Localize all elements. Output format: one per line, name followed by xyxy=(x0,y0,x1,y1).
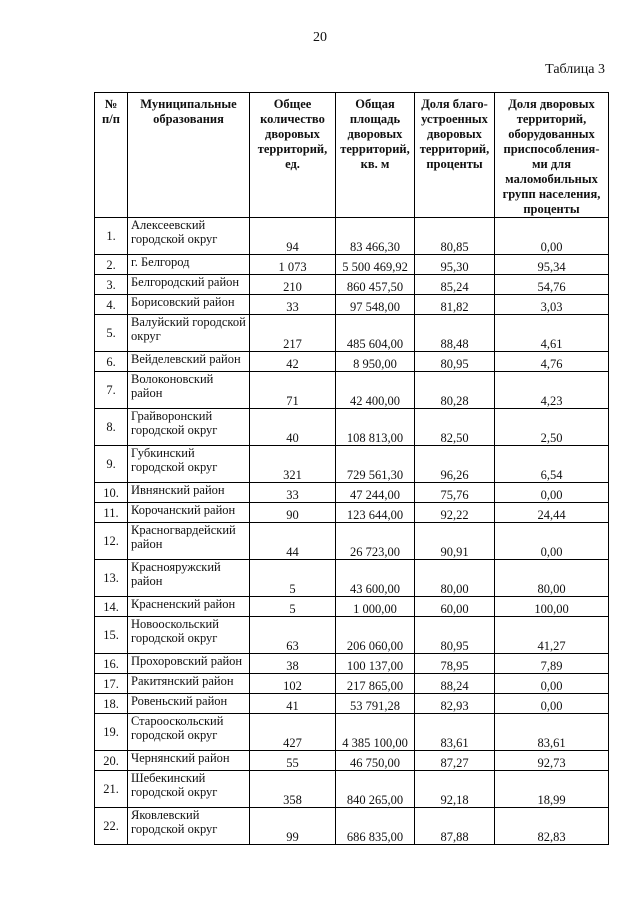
page-number: 20 xyxy=(313,30,327,45)
row-number-cell: 12. xyxy=(95,523,128,560)
count-cell: 217 xyxy=(250,315,336,352)
table-row xyxy=(95,352,609,372)
count-cell: 38 xyxy=(250,654,336,674)
row-number-cell: 8. xyxy=(95,409,128,446)
municipality-cell: г. Белгород xyxy=(128,255,250,275)
header-area: Общая площадь дворовых территорий, кв. м xyxy=(336,93,415,218)
improved-share-cell: 87,88 xyxy=(415,808,495,845)
municipality-cell: Губкинский городской округ xyxy=(128,446,250,483)
table-row xyxy=(95,523,609,560)
header-municipality: Муниципальные образования xyxy=(128,93,250,218)
table-row xyxy=(95,654,609,674)
accessible-share-cell: 24,44 xyxy=(495,503,609,523)
row-number-cell: 1. xyxy=(95,218,128,255)
count-cell: 94 xyxy=(250,218,336,255)
improved-share-cell: 75,76 xyxy=(415,483,495,503)
accessible-share-cell: 6,54 xyxy=(495,446,609,483)
improved-share-cell: 85,24 xyxy=(415,275,495,295)
improved-share-cell: 90,91 xyxy=(415,523,495,560)
table-row xyxy=(95,694,609,714)
table-row xyxy=(95,483,609,503)
area-cell: 47 244,00 xyxy=(336,483,415,503)
area-cell: 108 813,00 xyxy=(336,409,415,446)
count-cell: 210 xyxy=(250,275,336,295)
count-cell: 427 xyxy=(250,714,336,751)
area-cell: 860 457,50 xyxy=(336,275,415,295)
improved-share-cell: 82,93 xyxy=(415,694,495,714)
improved-share-cell: 80,85 xyxy=(415,218,495,255)
improved-share-cell: 88,48 xyxy=(415,315,495,352)
accessible-share-cell: 3,03 xyxy=(495,295,609,315)
row-number-cell: 19. xyxy=(95,714,128,751)
municipality-cell: Ровеньский район xyxy=(128,694,250,714)
table-row xyxy=(95,751,609,771)
count-cell: 102 xyxy=(250,674,336,694)
improved-share-cell: 80,28 xyxy=(415,372,495,409)
table-row xyxy=(95,275,609,295)
row-number-cell: 5. xyxy=(95,315,128,352)
table-row xyxy=(95,446,609,483)
improved-share-cell: 80,95 xyxy=(415,617,495,654)
improved-share-cell: 60,00 xyxy=(415,597,495,617)
improved-share-cell: 82,50 xyxy=(415,409,495,446)
row-number-cell: 4. xyxy=(95,295,128,315)
accessible-share-cell: 0,00 xyxy=(495,523,609,560)
municipality-cell: Алексеевский городской округ xyxy=(128,218,250,255)
table-row xyxy=(95,409,609,446)
table-row xyxy=(95,372,609,409)
municipality-cell: Новооскольский городской округ xyxy=(128,617,250,654)
improved-share-cell: 80,00 xyxy=(415,560,495,597)
count-cell: 41 xyxy=(250,694,336,714)
municipality-cell: Ивнянский район xyxy=(128,483,250,503)
municipality-cell: Чернянский район xyxy=(128,751,250,771)
accessible-share-cell: 4,76 xyxy=(495,352,609,372)
header-improved-share: Доля благо-устроенных дворовых территорий, проценты xyxy=(415,93,495,218)
row-number-cell: 21. xyxy=(95,771,128,808)
municipality-cell: Яковлевский городской округ xyxy=(128,808,250,845)
accessible-share-cell: 54,76 xyxy=(495,275,609,295)
table-row xyxy=(95,597,609,617)
accessible-share-cell: 4,61 xyxy=(495,315,609,352)
count-cell: 55 xyxy=(250,751,336,771)
accessible-share-cell: 7,89 xyxy=(495,654,609,674)
improved-share-cell: 92,22 xyxy=(415,503,495,523)
municipality-cell: Грайворонский городской округ xyxy=(128,409,250,446)
area-cell: 100 137,00 xyxy=(336,654,415,674)
row-number-cell: 18. xyxy=(95,694,128,714)
count-cell: 5 xyxy=(250,597,336,617)
area-cell: 217 865,00 xyxy=(336,674,415,694)
municipality-cell: Краснояружский район xyxy=(128,560,250,597)
municipality-cell: Корочанский район xyxy=(128,503,250,523)
accessible-share-cell: 0,00 xyxy=(495,483,609,503)
area-cell: 43 600,00 xyxy=(336,560,415,597)
improved-share-cell: 96,26 xyxy=(415,446,495,483)
table-row xyxy=(95,617,609,654)
area-cell: 26 723,00 xyxy=(336,523,415,560)
accessible-share-cell: 92,73 xyxy=(495,751,609,771)
table-row xyxy=(95,808,609,845)
table-row xyxy=(95,315,609,352)
accessible-share-cell: 95,34 xyxy=(495,255,609,275)
table-row xyxy=(95,771,609,808)
count-cell: 42 xyxy=(250,352,336,372)
count-cell: 5 xyxy=(250,560,336,597)
count-cell: 99 xyxy=(250,808,336,845)
count-cell: 33 xyxy=(250,483,336,503)
improved-share-cell: 78,95 xyxy=(415,654,495,674)
municipality-cell: Прохоровский район xyxy=(128,654,250,674)
accessible-share-cell: 83,61 xyxy=(495,714,609,751)
row-number-cell: 17. xyxy=(95,674,128,694)
municipality-cell: Старооскольский городской округ xyxy=(128,714,250,751)
municipality-cell: Ракитянский район xyxy=(128,674,250,694)
table-label: Таблица 3 xyxy=(545,62,605,77)
row-number-cell: 2. xyxy=(95,255,128,275)
row-number-cell: 14. xyxy=(95,597,128,617)
table-row xyxy=(95,714,609,751)
municipality-cell: Борисовский район xyxy=(128,295,250,315)
count-cell: 90 xyxy=(250,503,336,523)
area-cell: 53 791,28 xyxy=(336,694,415,714)
area-cell: 5 500 469,92 xyxy=(336,255,415,275)
accessible-share-cell: 0,00 xyxy=(495,694,609,714)
count-cell: 1 073 xyxy=(250,255,336,275)
municipality-cell: Вейделевский район xyxy=(128,352,250,372)
area-cell: 4 385 100,00 xyxy=(336,714,415,751)
municipality-cell: Шебекинский городской округ xyxy=(128,771,250,808)
count-cell: 358 xyxy=(250,771,336,808)
table-row xyxy=(95,295,609,315)
improved-share-cell: 87,27 xyxy=(415,751,495,771)
table-row xyxy=(95,218,609,255)
municipality-cell: Красненский район xyxy=(128,597,250,617)
header-number: № п/п xyxy=(95,93,128,218)
row-number-cell: 22. xyxy=(95,808,128,845)
improved-share-cell: 81,82 xyxy=(415,295,495,315)
accessible-share-cell: 80,00 xyxy=(495,560,609,597)
area-cell: 485 604,00 xyxy=(336,315,415,352)
row-number-cell: 13. xyxy=(95,560,128,597)
area-cell: 729 561,30 xyxy=(336,446,415,483)
header-accessible-share: Доля дворовых территорий, оборудованных приспособления-ми для маломобильных групп населения, проценты xyxy=(495,93,609,218)
area-cell: 46 750,00 xyxy=(336,751,415,771)
improved-share-cell: 88,24 xyxy=(415,674,495,694)
table-row xyxy=(95,674,609,694)
data-table xyxy=(94,92,609,845)
row-number-cell: 7. xyxy=(95,372,128,409)
area-cell: 206 060,00 xyxy=(336,617,415,654)
row-number-cell: 9. xyxy=(95,446,128,483)
municipality-cell: Белгородский район xyxy=(128,275,250,295)
area-cell: 8 950,00 xyxy=(336,352,415,372)
municipality-cell: Валуйский городской округ xyxy=(128,315,250,352)
table-row xyxy=(95,255,609,275)
improved-share-cell: 95,30 xyxy=(415,255,495,275)
accessible-share-cell: 0,00 xyxy=(495,218,609,255)
municipality-cell: Красногвардейский район xyxy=(128,523,250,560)
row-number-cell: 15. xyxy=(95,617,128,654)
count-cell: 44 xyxy=(250,523,336,560)
count-cell: 40 xyxy=(250,409,336,446)
row-number-cell: 3. xyxy=(95,275,128,295)
area-cell: 97 548,00 xyxy=(336,295,415,315)
count-cell: 33 xyxy=(250,295,336,315)
municipality-cell: Волоконовский район xyxy=(128,372,250,409)
area-cell: 686 835,00 xyxy=(336,808,415,845)
accessible-share-cell: 0,00 xyxy=(495,674,609,694)
area-cell: 83 466,30 xyxy=(336,218,415,255)
accessible-share-cell: 18,99 xyxy=(495,771,609,808)
header-count: Общее количество дворовых территорий, ед. xyxy=(250,93,336,218)
area-cell: 42 400,00 xyxy=(336,372,415,409)
area-cell: 123 644,00 xyxy=(336,503,415,523)
table-header-row xyxy=(95,93,609,218)
row-number-cell: 6. xyxy=(95,352,128,372)
accessible-share-cell: 41,27 xyxy=(495,617,609,654)
accessible-share-cell: 4,23 xyxy=(495,372,609,409)
table-row xyxy=(95,560,609,597)
count-cell: 321 xyxy=(250,446,336,483)
accessible-share-cell: 100,00 xyxy=(495,597,609,617)
row-number-cell: 20. xyxy=(95,751,128,771)
count-cell: 63 xyxy=(250,617,336,654)
improved-share-cell: 80,95 xyxy=(415,352,495,372)
row-number-cell: 11. xyxy=(95,503,128,523)
improved-share-cell: 83,61 xyxy=(415,714,495,751)
table-row xyxy=(95,503,609,523)
row-number-cell: 16. xyxy=(95,654,128,674)
area-cell: 840 265,00 xyxy=(336,771,415,808)
accessible-share-cell: 2,50 xyxy=(495,409,609,446)
count-cell: 71 xyxy=(250,372,336,409)
accessible-share-cell: 82,83 xyxy=(495,808,609,845)
area-cell: 1 000,00 xyxy=(336,597,415,617)
row-number-cell: 10. xyxy=(95,483,128,503)
improved-share-cell: 92,18 xyxy=(415,771,495,808)
